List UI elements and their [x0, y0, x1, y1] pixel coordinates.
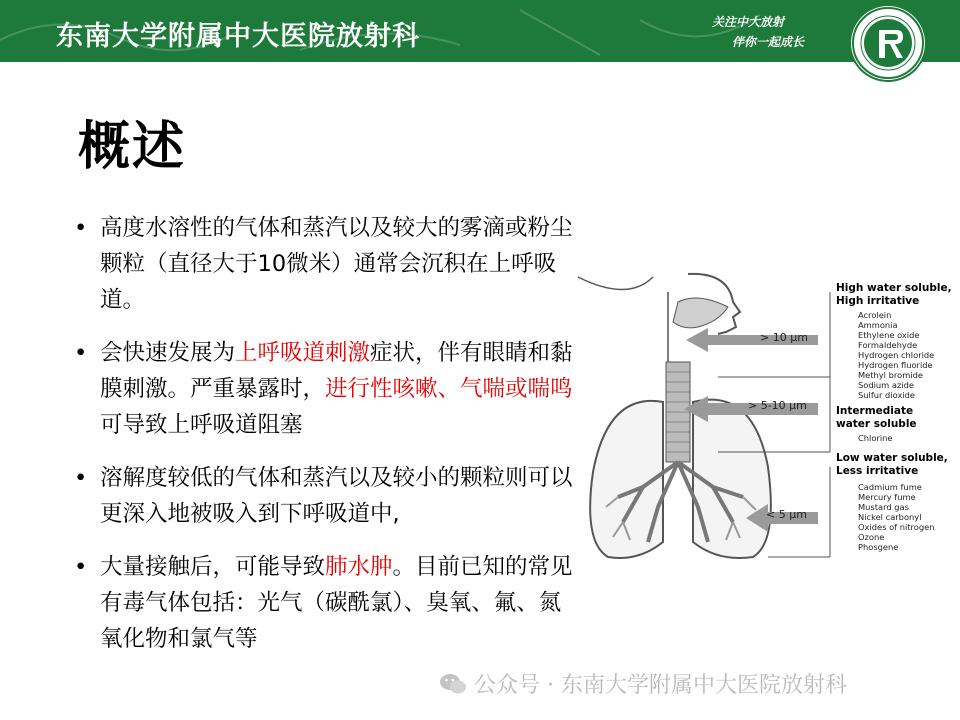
gas-item: Chlorine	[858, 433, 893, 443]
slogan-line-2: 伴你一起成长	[732, 35, 805, 49]
bullet-list	[74, 210, 574, 674]
bullet-dot: •	[74, 215, 88, 241]
logo-icon	[851, 6, 925, 80]
header-title: 东南大学附属中大医院放射科	[56, 21, 420, 52]
group-intermediate	[836, 405, 917, 443]
bullet-text: 大量接触后，可能导致	[100, 554, 326, 580]
gas-item: Cadmium fume	[858, 482, 922, 492]
gas-item: Formaldehyde	[858, 340, 918, 350]
bullet-text: 症状，伴有眼睛和黏膜刺激。严重暴露时，	[100, 340, 573, 402]
respiratory-deposition-figure	[568, 272, 956, 596]
gas-item: Sodium azide	[858, 380, 915, 390]
group-heading: water soluble	[836, 418, 917, 430]
gas-item: Ammonia	[858, 320, 898, 330]
highlight-text: 进行性咳嗽、气喘或喘鸣	[325, 376, 573, 402]
hospital-logo	[851, 6, 925, 80]
watermark	[438, 668, 847, 699]
gas-item: Phosgene	[858, 542, 899, 552]
bullet-dot: •	[74, 465, 88, 491]
bullet-text: 可导致上呼吸道阻塞	[100, 412, 303, 438]
bullet-dot: •	[74, 340, 88, 366]
group-heading: High irritative	[836, 295, 920, 307]
gas-item: Methyl bromide	[858, 370, 923, 380]
bullet-text: 高度水溶性的气体和蒸汽以及较大的雾滴或粉尘颗粒（直径大于10微米）通常会沉积在上呼吸道。	[100, 215, 573, 313]
header-bar	[0, 0, 960, 62]
group-low-soluble	[836, 452, 948, 552]
bullet-text: 会快速发展为	[100, 340, 236, 366]
watermark-text: 公众号 · 东南大学附属中大医院放射科	[474, 673, 847, 698]
highlight-text: 上呼吸道刺激	[235, 340, 371, 366]
bullet-item-2	[74, 335, 574, 443]
bullet-text: 。目前已知的常见有毒气体包括：光气（碳酰氯）、臭氧、氟、氮氧化物和氯气等	[100, 554, 573, 652]
bullet-item-3	[74, 460, 574, 532]
gas-item: Hydrogen fluoride	[858, 360, 933, 370]
gas-item: Ethylene oxide	[858, 330, 920, 340]
arrow-label-small: < 5 μm	[766, 508, 807, 521]
arrow-label-large: > 10 μm	[760, 331, 808, 344]
gas-item: Hydrogen chloride	[858, 350, 935, 360]
group-heading: Less irritative	[836, 465, 919, 477]
gas-item: Mercury fume	[858, 492, 916, 502]
group-heading: High water soluble,	[836, 282, 952, 294]
gas-item: Sulfur dioxide	[858, 390, 916, 400]
bullet-item-4	[74, 549, 574, 657]
bullet-item-1	[74, 210, 574, 318]
page-title: 概述	[78, 117, 187, 177]
gas-item: Nickel carbonyl	[858, 512, 922, 522]
bullet-text: 溶解度较低的气体和蒸汽以及较小的颗粒则可以更深入地被吸入到下呼吸道中,	[100, 465, 573, 527]
arrow-label-medium: > 5-10 μm	[748, 399, 807, 412]
slogan-line-1: 关注中大放射	[712, 15, 785, 29]
group-high-soluble	[836, 282, 952, 400]
header-slogan	[712, 12, 804, 52]
highlight-text: 肺水肿	[325, 554, 393, 580]
wechat-icon	[438, 672, 468, 696]
gas-item: Ozone	[858, 532, 885, 542]
group-heading: Intermediate	[836, 405, 914, 417]
gas-item: Oxides of nitrogen	[858, 522, 935, 532]
gas-item: Acrolein	[858, 310, 892, 320]
group-heading: Low water soluble,	[836, 452, 948, 464]
bullet-dot: •	[74, 554, 88, 580]
gas-item: Mustard gas	[858, 502, 909, 512]
